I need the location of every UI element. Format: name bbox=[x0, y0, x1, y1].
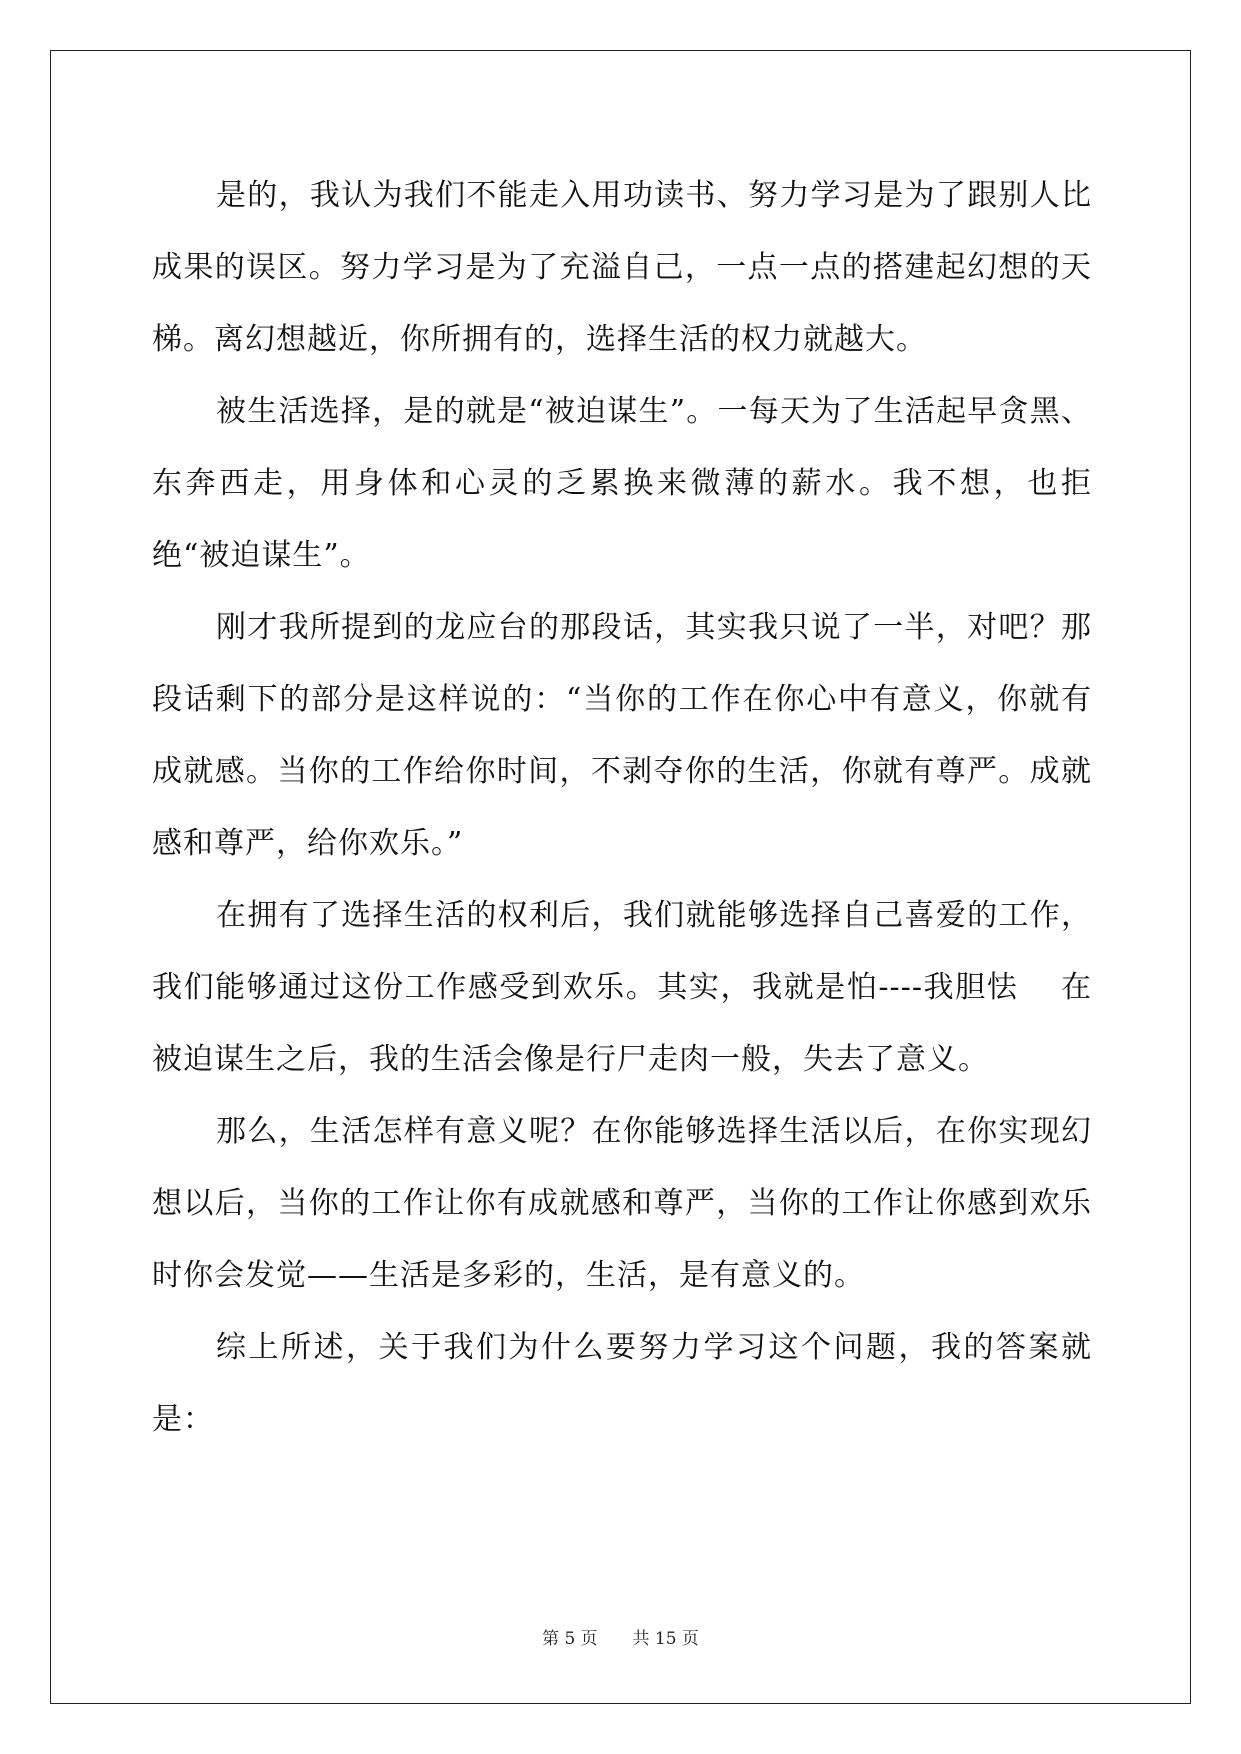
page-number: 第 5 页 bbox=[542, 1629, 598, 1649]
paragraph-6: 综上所述，关于我们为什么要努力学习这个问题，我的答案就是： bbox=[152, 1330, 1092, 1437]
paragraph-2: 被生活选择，是的就是“被迫谋生”。一每天为了生活起早贪黑、东奔西走，用身体和心灵的乏累换来微薄的薪水。我不想，也拒绝“被迫谋生”。 bbox=[152, 394, 1092, 573]
paragraph-1: 是的，我认为我们不能走入用功读书、努力学习是为了跟别人比成果的误区。努力学习是为了充溢自己，一点一点的搭建起幻想的天梯。离幻想越近，你所拥有的，选择生活的权力就越大。 bbox=[152, 178, 1092, 357]
paragraph-4: 在拥有了选择生活的权利后，我们就能够选择自己喜爱的工作，我们能够通过这份工作感受到欢乐。其实，我就是怕----我胆怯 在被迫谋生之后，我的生活会像是行尸走肉一般，失去了意义。 bbox=[152, 898, 1092, 1077]
paragraph-3: 刚才我所提到的龙应台的那段话，其实我只说了一半，对吧？那段话剩下的部分是这样说的：“当你的工作在你心中有意义，你就有成就感。当你的工作给你时间，不剥夺你的生活，你就有尊严。成就感和尊严，给你欢乐。” bbox=[152, 610, 1092, 861]
document-body bbox=[152, 160, 1092, 1456]
page-total: 共 15 页 bbox=[632, 1629, 699, 1649]
page-footer bbox=[0, 1624, 1241, 1649]
paragraph-5: 那么，生活怎样有意义呢？在你能够选择生活以后，在你实现幻想以后，当你的工作让你有成就感和尊严，当你的工作让你感到欢乐时你会发觉——生活是多彩的，生活，是有意义的。 bbox=[152, 1114, 1092, 1293]
